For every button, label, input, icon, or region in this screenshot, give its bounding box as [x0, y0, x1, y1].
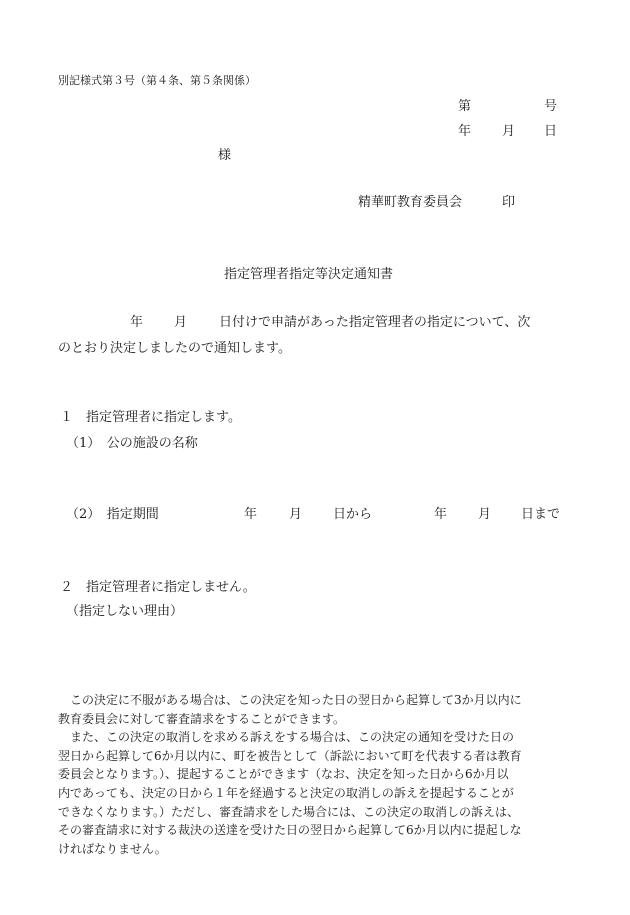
notice-line: できなくなります。）ただし、審査請求をした場合には、この決定の取消しの訴えは、 — [58, 804, 520, 819]
notice-line: また、この決定の取消しを求める訴えをする場合は、この決定の通知を受けた日の — [58, 730, 515, 745]
period-start-year: 年 — [244, 507, 258, 522]
period-end-day: 日まで — [521, 507, 561, 522]
intro-year-label: 年 — [130, 315, 144, 330]
section-2-heading: ２ 指定管理者に指定しません。 — [60, 580, 256, 595]
seal-mark: 印 — [502, 195, 516, 210]
section-1-heading: １ 指定管理者に指定します。 — [60, 410, 241, 425]
notice-line: 翌日から起算して6か月以内に、町を被告として（訴訟において町を代表する者は教育 — [58, 748, 522, 763]
intro-line-1-text: 日付けで申請があった指定管理者の指定について、次 — [219, 315, 531, 330]
notice-line: 委員会となります。）、提起することができます（なお、決定を知った日から6か月以 — [58, 767, 509, 782]
date-day-label: 日 — [544, 124, 558, 139]
document-number-prefix: 第 — [458, 99, 472, 114]
date-year-label: 年 — [458, 124, 472, 139]
notice-line: ければなりません。 — [58, 841, 167, 856]
period-end-month: 月 — [478, 507, 492, 522]
period-start-month: 月 — [289, 507, 303, 522]
facility-name-label: （1） 公の施設の名称 — [66, 436, 198, 451]
intro-line-2: のとおり決定しましたので通知します。 — [58, 341, 291, 356]
reason-label: （指定しない理由） — [66, 604, 184, 619]
notice-line: その審査請求に対する裁決の送達を受けた日の翌日から起算して6か月以内に提起しな — [58, 823, 522, 838]
form-label: 別記様式第３号（第４条、第５条関係） — [58, 74, 256, 87]
date-month-label: 月 — [502, 124, 516, 139]
period-end-year: 年 — [434, 507, 448, 522]
notice-line: 教育委員会に対して審査請求をすることができます。 — [58, 711, 346, 726]
issuer-name: 精華町教育委員会 — [358, 195, 463, 210]
appeal-notice — [58, 691, 588, 858]
period-start-day: 日から — [333, 507, 373, 522]
intro-month-label: 月 — [174, 315, 188, 330]
notice-line: この決定に不服がある場合は、この決定を知った日の翌日から起算して3か月以内に — [58, 693, 522, 707]
document-title: 指定管理者指定等決定通知書 — [224, 267, 394, 282]
addressee-suffix: 様 — [218, 148, 232, 163]
designation-period-label: （2） 指定期間 — [66, 507, 159, 522]
notice-line: 内であっても、決定の日から１年を経過すると決定の取消しの訴えを提起することが — [58, 785, 514, 800]
document-number-suffix: 号 — [544, 99, 558, 114]
